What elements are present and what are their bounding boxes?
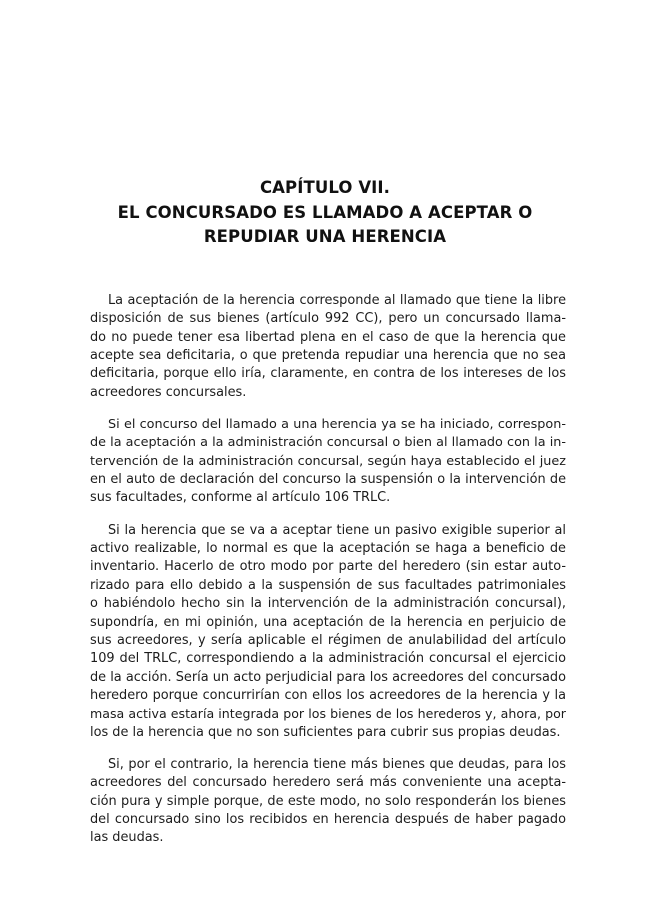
text-line: La aceptación de la herencia corresponde al llamado que tiene la libre — [108, 293, 566, 308]
text-line: de la aceptación a la administración concursal o bien al llamado con la in- — [90, 435, 566, 451]
paragraph — [90, 756, 566, 848]
text-line: Si el concurso del llamado a una herencia ya se ha iniciado, correspon- — [108, 417, 566, 433]
text-line: sus facultades, conforme al artículo 106 TRLC. — [90, 490, 391, 506]
text-line: acreedores del concursado heredero será más conveniente una acepta- — [90, 775, 566, 791]
body-text — [90, 292, 566, 862]
text-line: supondría, en mi opinión, una aceptación de la herencia en perjuicio de — [90, 614, 566, 630]
text-line: Si, por el contrario, la herencia tiene más bienes que deudas, para los — [108, 756, 566, 772]
chapter-heading — [60, 176, 590, 250]
text-line: deficitaria, porque ello iría, claramente, en contra de los intereses de los — [90, 366, 566, 382]
chapter-number: CAPÍTULO VII. — [259, 178, 391, 197]
text-line: tervención de la administración concursal, según haya establecido el juez — [90, 453, 566, 469]
paragraph — [90, 522, 566, 742]
text-line: ción pura y simple porque, de este modo, no solo responderán los bienes — [90, 793, 566, 809]
text-line: disposición de sus bienes (artículo 992 CC), pero un concursado llama- — [90, 311, 566, 327]
text-line: del concursado sino los recibidos en herencia después de haber pagado — [90, 811, 566, 827]
chapter-title-line: REPUDIAR UNA HERENCIA — [203, 227, 447, 246]
text-line: heredero porque concurrirían con ellos los acreedores de la herencia y la — [90, 687, 566, 703]
text-line: las deudas. — [90, 830, 164, 846]
text-line: acepte sea deficitaria, o que pretenda repudiar una herencia que no sea — [90, 348, 566, 364]
text-line: los de la herencia que no son suficientes para cubrir sus propias deudas. — [90, 724, 561, 740]
paragraph — [90, 416, 566, 508]
text-line: sus acreedores, y sería aplicable el régimen de anulabilidad del artículo — [90, 632, 566, 648]
paragraph — [90, 292, 566, 402]
text-line: inventario. Hacerlo de otro modo por parte del heredero (sin estar auto- — [90, 559, 566, 575]
text-line: acreedores concursales. — [90, 384, 247, 400]
text-line: activo realizable, lo normal es que la aceptación se haga a beneficio de — [90, 541, 566, 557]
chapter-title-line: EL CONCURSADO ES LLAMADO A ACEPTAR O — [117, 202, 533, 222]
text-line: 109 del TRLC, correspondiendo a la administración concursal el ejercicio — [90, 651, 566, 667]
text-line: Si la herencia que se va a aceptar tiene un pasivo exigible superior al — [108, 522, 566, 538]
text-line: do no puede tener esa libertad plena en el caso de que la herencia que — [90, 329, 566, 345]
text-line: en el auto de declaración del concurso la suspensión o la intervención de — [90, 472, 566, 488]
text-line: masa activa estaría integrada por los bienes de los herederos y, ahora, por — [90, 706, 566, 722]
text-line: o habiéndolo hecho sin la intervención de la administración concursal), — [90, 596, 566, 612]
text-line: rizado para ello debido a la suspensión de sus facultades patrimoniales — [90, 577, 566, 593]
text-line: de la acción. Sería un acto perjudicial para los acreedores del concursado — [90, 669, 566, 685]
